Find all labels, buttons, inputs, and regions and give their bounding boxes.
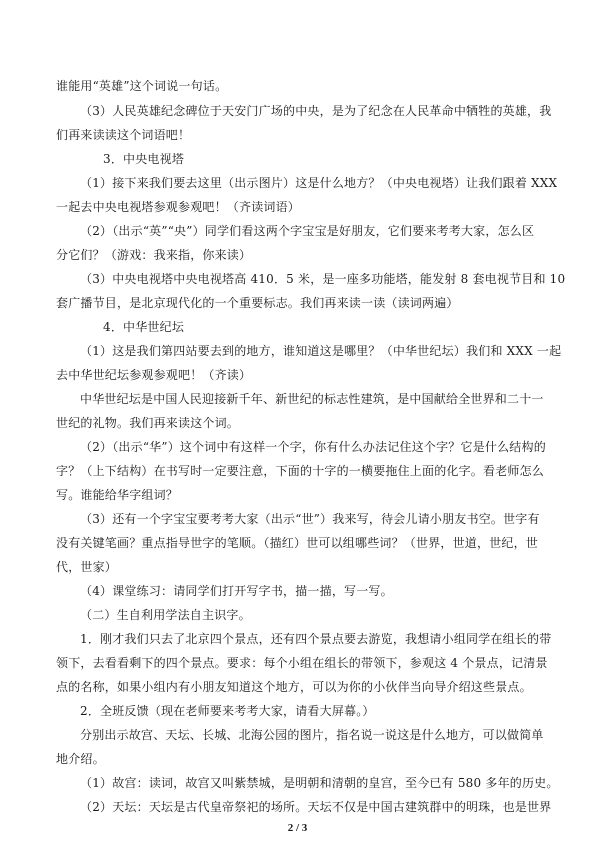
text-line: （1）故宫：读词，故宫又叫紫禁城，是明朝和清朝的皇宫，至今已有 580 多年的历史。 xyxy=(80,776,559,790)
text-line: 去中华世纪坛参观参观吧！（齐读） xyxy=(56,368,252,382)
text-line: 世纪的礼物。我们再来读这个词。 xyxy=(56,416,240,430)
text-line: 代，世家） xyxy=(56,560,118,574)
text-line: 2．全班反馈（现在老师要来考考大家，请看大屏幕。） xyxy=(80,704,375,718)
text-line: 谁能用“英雄”这个词说一句话。 xyxy=(56,79,228,93)
text-line: 中华世纪坛是中国人民迎接新千年、新世纪的标志性建筑，是中国献给全世界和二十一 xyxy=(80,392,544,406)
text-line: 地介绍。 xyxy=(56,752,105,766)
section-heading: 3．中央电视塔 xyxy=(103,152,185,166)
section-heading: （二）生自利用学法自主识字。 xyxy=(80,608,251,622)
text-line: （1）这是我们第四站要去到的地方，谁知道这是哪里？（中华世纪坛）我们和 XXX 一起 xyxy=(80,344,562,358)
section-heading: 4．中华世纪坛 xyxy=(103,320,185,334)
text-line: （3）中央电视塔中央电视塔高 410．5 米，是一座多功能塔，能发射 8 套电视节目和 10 xyxy=(80,272,566,286)
text-line: 分别出示故宫、天坛、长城、北海公园的图片，指名说一说这是什么地方，可以做简单 xyxy=(80,728,544,742)
text-line: 字？（上下结构）在书写时一定要注意，下面的十字的一横要拖住上面的化字。看老师怎么 xyxy=(56,464,545,478)
text-line: （2）天坛：天坛是古代皇帝祭祀的场所。天坛不仅是中国古建筑群中的明珠，也是世界 xyxy=(80,800,552,814)
text-line: 1．刚才我们只去了北京四个景点，还有四个景点要去游览，我想请小组同学在组长的带 xyxy=(80,632,552,646)
text-line: （1）接下来我们要去这里（出示图片）这是什么地方？（中央电视塔）让我们跟着 XXX xyxy=(80,176,558,190)
text-line: 领下，去看看剩下的四个景点。要求：每个小组在组长的带领下，参观这 4 个景点，记清景 xyxy=(56,656,548,670)
text-line: （2）（出示“英”“央”）同学们看这两个字宝宝是好朋友，它们要来考考大家，怎么区 xyxy=(80,224,535,238)
text-line: 套广播节目，是北京现代化的一个重要标志。我们再来读一读（读词两遍） xyxy=(56,296,459,310)
text-line: 分它们？（游戏：我来指，你来读） xyxy=(56,248,252,262)
text-line: 点的名称，如果小组内有小朋友知道这个地方，可以为你的小伙伴当向导介绍这些景点。 xyxy=(56,680,532,694)
text-line: 没有关键笔画？重点指导世字的笔顺。（描红）世可以组哪些词？（世界，世道，世纪，世 xyxy=(56,536,539,550)
text-line: 们再来读读这个词语吧！ xyxy=(56,128,191,142)
text-line: （2）（出示“华”）这个词中有这样一个字，你有什么办法记住这个字？它是什么结构的 xyxy=(80,440,546,454)
text-line: 写。谁能给华字组词？ xyxy=(56,488,179,502)
page-number: 2 / 3 xyxy=(287,822,308,834)
text-line: （4）课堂练习：请同学们打开写字书，描一描，写一写。 xyxy=(80,584,393,598)
text-line: （3）人民英雄纪念碑位于天安门广场的中央，是为了纪念在人民革命中牺牲的英雄，我 xyxy=(80,104,552,118)
text-line: （3）还有一个字宝宝要考考大家（出示“世”）我来写，待会儿请小朋友书空。世字有 xyxy=(80,512,540,526)
text-line: 一起去中央电视塔参观参观吧！（齐读词语） xyxy=(56,200,301,214)
